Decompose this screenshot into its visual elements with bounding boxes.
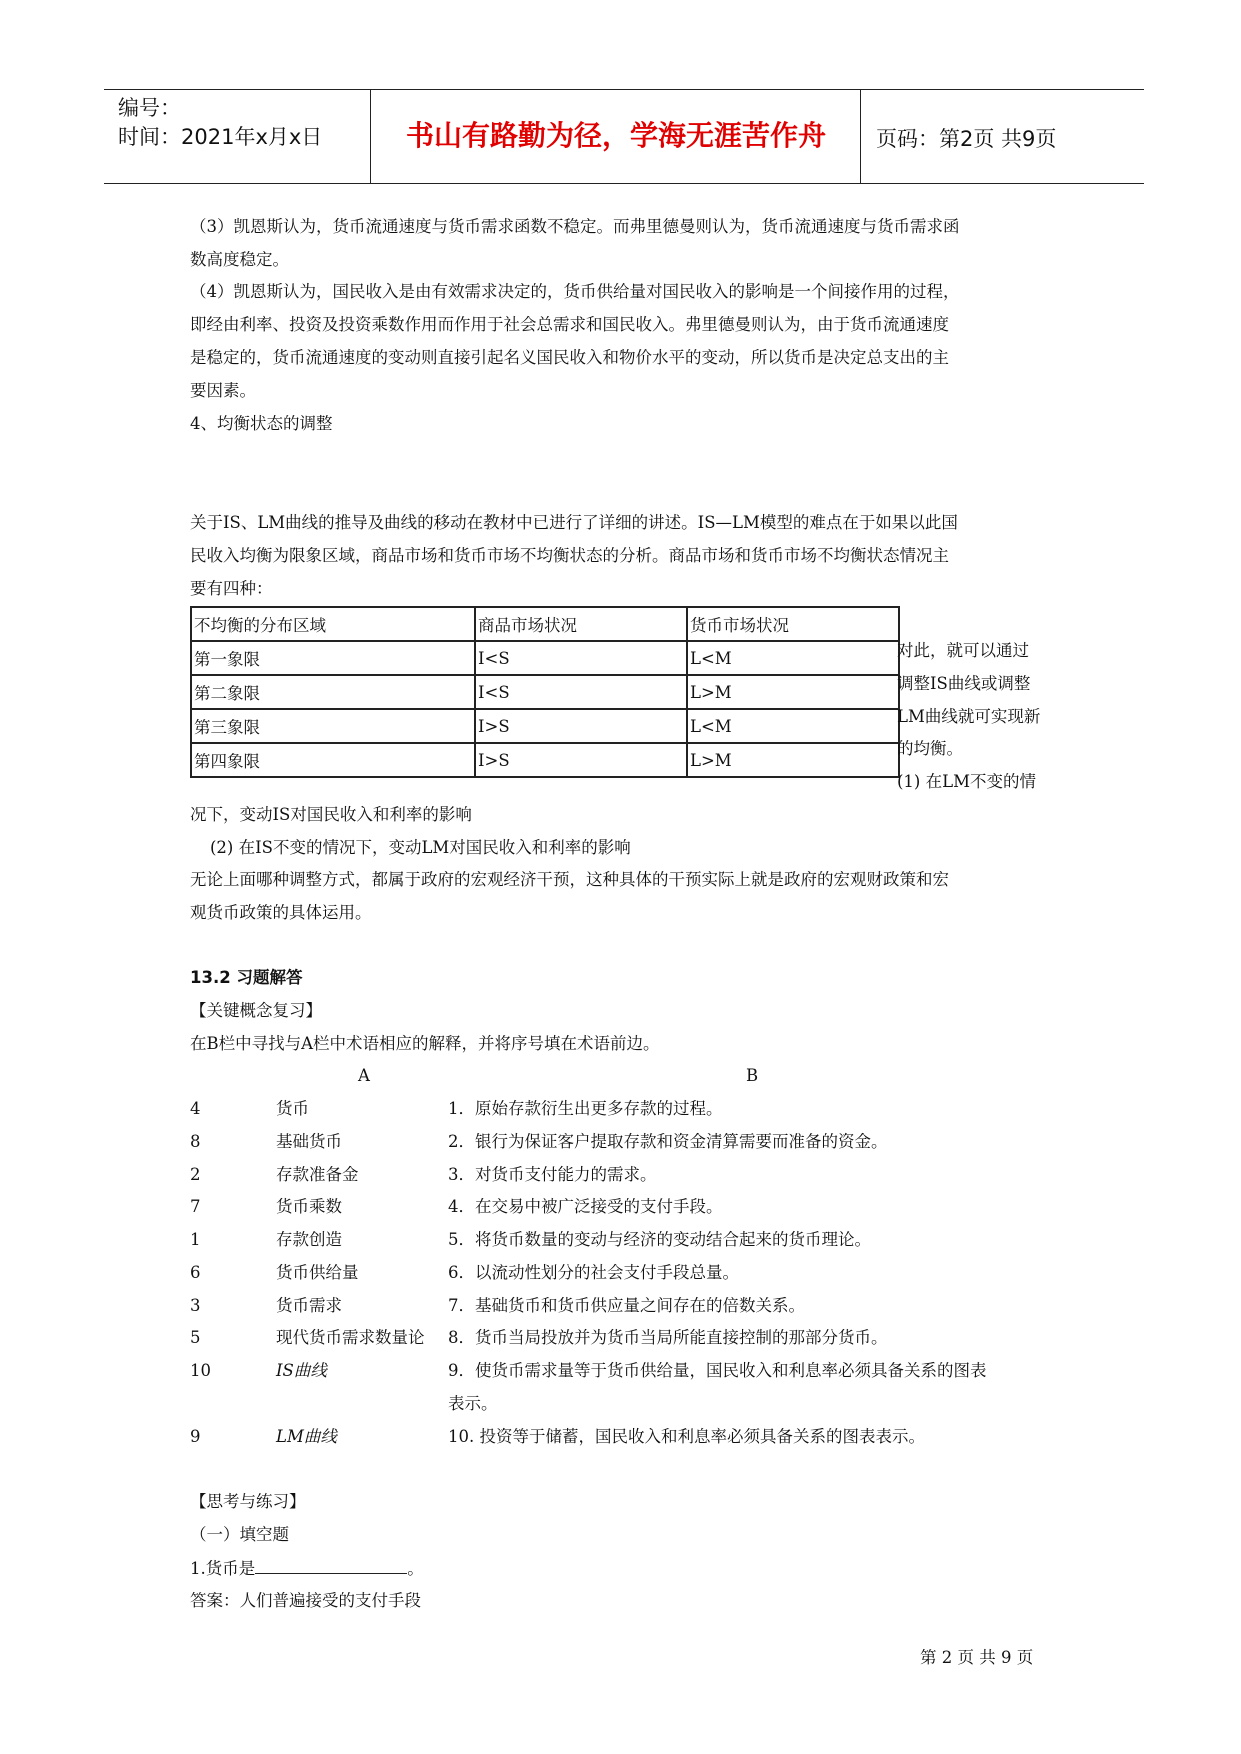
term-number: 7 — [190, 1197, 201, 1216]
table-header-cell: 货币市场状况 — [687, 607, 899, 641]
term-definition: 9．使货币需求量等于货币供给量，国民收入和利息率必须具备关系的图表 — [448, 1361, 987, 1380]
instruction-text: 在B栏中寻找与A栏中术语相应的解释，并将序号填在术语前边。 — [190, 1034, 660, 1053]
table-cell: L>M — [687, 675, 899, 709]
table-cell: 第四象限 — [191, 743, 475, 777]
answer-blank — [255, 1557, 407, 1574]
table-row — [191, 743, 899, 777]
column-b-label: B — [746, 1066, 759, 1085]
header-page-label: 页码：第2页 共9页 — [876, 127, 1057, 151]
table-cell: I>S — [475, 743, 687, 777]
subsection-heading: 【思考与练习】 — [190, 1492, 306, 1511]
table-cell: I<S — [475, 675, 687, 709]
section-heading: 13.2 习题解答 — [190, 968, 303, 987]
table-header-cell: 不均衡的分布区域 — [191, 607, 475, 641]
answer-line: 答案：人们普遍接受的支付手段 — [190, 1591, 421, 1610]
term-definition: 3．对货币支付能力的需求。 — [448, 1165, 657, 1184]
term-definition: 7．基础货币和货币供应量之间存在的倍数关系。 — [448, 1296, 805, 1315]
question-end: 。 — [407, 1559, 424, 1578]
term-definition: 2．银行为保证客户提取存款和资金清算需要而准备的资金。 — [448, 1132, 888, 1151]
header-left — [118, 94, 368, 152]
term-definition: 10. 投资等于储蓄，国民收入和利息率必须具备关系的图表表示。 — [448, 1427, 925, 1446]
table-header-cell: 商品市场状况 — [475, 607, 687, 641]
side-text: 调整IS曲线或调整 — [897, 674, 1031, 693]
term-number: 8 — [190, 1132, 201, 1151]
term-name: 存款创造 — [276, 1230, 342, 1249]
term-name: 货币乘数 — [276, 1197, 342, 1216]
paragraph-line: 数高度稳定。 — [190, 250, 289, 269]
header-motto: 书山有路勤为径，学海无涯苦作舟 — [405, 119, 826, 152]
term-name: 现代货币需求数量论 — [276, 1328, 425, 1347]
paragraph-line: （3）凯恩斯认为，货币流通速度与货币需求函数不稳定。而弗里德曼则认为，货币流通速度与货币需求函 — [190, 217, 960, 236]
term-definition: 表示。 — [448, 1394, 498, 1413]
section-heading: 4、均衡状态的调整 — [190, 414, 333, 433]
term-name: 基础货币 — [276, 1132, 342, 1151]
question-line — [190, 1557, 424, 1580]
subsection-heading: 【关键概念复习】 — [190, 1001, 322, 1020]
table-cell: 第三象限 — [191, 709, 475, 743]
header-divider — [860, 90, 861, 183]
paragraph-line: 观货币政策的具体运用。 — [190, 903, 372, 922]
disequilibrium-table — [190, 606, 900, 778]
table-cell: I>S — [475, 709, 687, 743]
paragraph-line: 要因素。 — [190, 381, 256, 400]
table-cell: L<M — [687, 709, 899, 743]
term-definition: 8．货币当局投放并为货币当局所能直接控制的那部分货币。 — [448, 1328, 888, 1347]
table-row — [191, 709, 899, 743]
term-name: LM曲线 — [276, 1427, 337, 1446]
term-number: 10 — [190, 1361, 211, 1380]
table-header-row — [191, 607, 899, 641]
side-text: 的均衡。 — [897, 739, 963, 758]
term-definition: 6．以流动性划分的社会支付手段总量。 — [448, 1263, 739, 1282]
paragraph-line: 即经由利率、投资及投资乘数作用而作用于社会总需求和国民收入。弗里德曼则认为，由于货币流通速度 — [190, 315, 949, 334]
term-definition: 4．在交易中被广泛接受的支付手段。 — [448, 1197, 723, 1216]
header-divider — [370, 90, 371, 183]
page-footer: 第 2 页 共 9 页 — [920, 1648, 1034, 1667]
table-cell: I<S — [475, 641, 687, 675]
term-number: 1 — [190, 1230, 201, 1249]
term-number: 9 — [190, 1427, 201, 1446]
term-number: 5 — [190, 1328, 201, 1347]
question-text: 1.货币是 — [190, 1559, 256, 1578]
paragraph-line: 要有四种： — [190, 579, 273, 598]
term-definition: 5．将货币数量的变动与经济的变动结合起来的货币理论。 — [448, 1230, 871, 1249]
subsection-heading: （一）填空题 — [190, 1525, 289, 1544]
table-row — [191, 675, 899, 709]
time-label: 时间：2021年x月x日 — [118, 125, 323, 149]
paragraph-line: 关于IS、LM曲线的推导及曲线的移动在教材中已进行了详细的讲述。IS—LM模型的难点在于如果以此国 — [190, 513, 958, 532]
table-cell: 第一象限 — [191, 641, 475, 675]
number-label: 编号： — [118, 96, 181, 120]
term-number: 2 — [190, 1165, 201, 1184]
table-row — [191, 641, 899, 675]
table-cell: L>M — [687, 743, 899, 777]
column-a-label: A — [358, 1066, 370, 1085]
paragraph-line: 无论上面哪种调整方式，都属于政府的宏观经济干预，这种具体的干预实际上就是政府的宏观财政策和宏 — [190, 870, 949, 889]
term-name: 货币需求 — [276, 1296, 342, 1315]
term-name: IS曲线 — [276, 1361, 327, 1380]
term-name: 货币 — [276, 1099, 309, 1118]
paragraph-line: （4）凯恩斯认为，国民收入是由有效需求决定的，货币供给量对国民收入的影响是一个间接作用的过程， — [190, 282, 960, 301]
side-text: LM曲线就可实现新 — [897, 707, 1041, 726]
term-number: 4 — [190, 1099, 201, 1118]
paragraph-line: 民收入均衡为限象区域，商品市场和货币市场不均衡状态的分析。商品市场和货币市场不均衡状态情况主 — [190, 546, 949, 565]
side-text: 对此，就可以通过 — [897, 641, 1029, 660]
paragraph-line: 况下，变动IS对国民收入和利率的影响 — [190, 805, 472, 824]
side-text: (1) 在LM不变的情 — [897, 772, 1036, 791]
term-definition: 1．原始存款衍生出更多存款的过程。 — [448, 1099, 723, 1118]
term-name: 货币供给量 — [276, 1263, 359, 1282]
term-name: 存款准备金 — [276, 1165, 359, 1184]
term-number: 6 — [190, 1263, 201, 1282]
paragraph-line: 是稳定的，货币流通速度的变动则直接引起名义国民收入和物价水平的变动，所以货币是决定总支出的主 — [190, 348, 949, 367]
page-header — [104, 89, 1144, 184]
table-cell: 第二象限 — [191, 675, 475, 709]
term-number: 3 — [190, 1296, 201, 1315]
table-cell: L<M — [687, 641, 899, 675]
paragraph-line: (2) 在IS不变的情况下，变动LM对国民收入和利率的影响 — [210, 838, 631, 857]
